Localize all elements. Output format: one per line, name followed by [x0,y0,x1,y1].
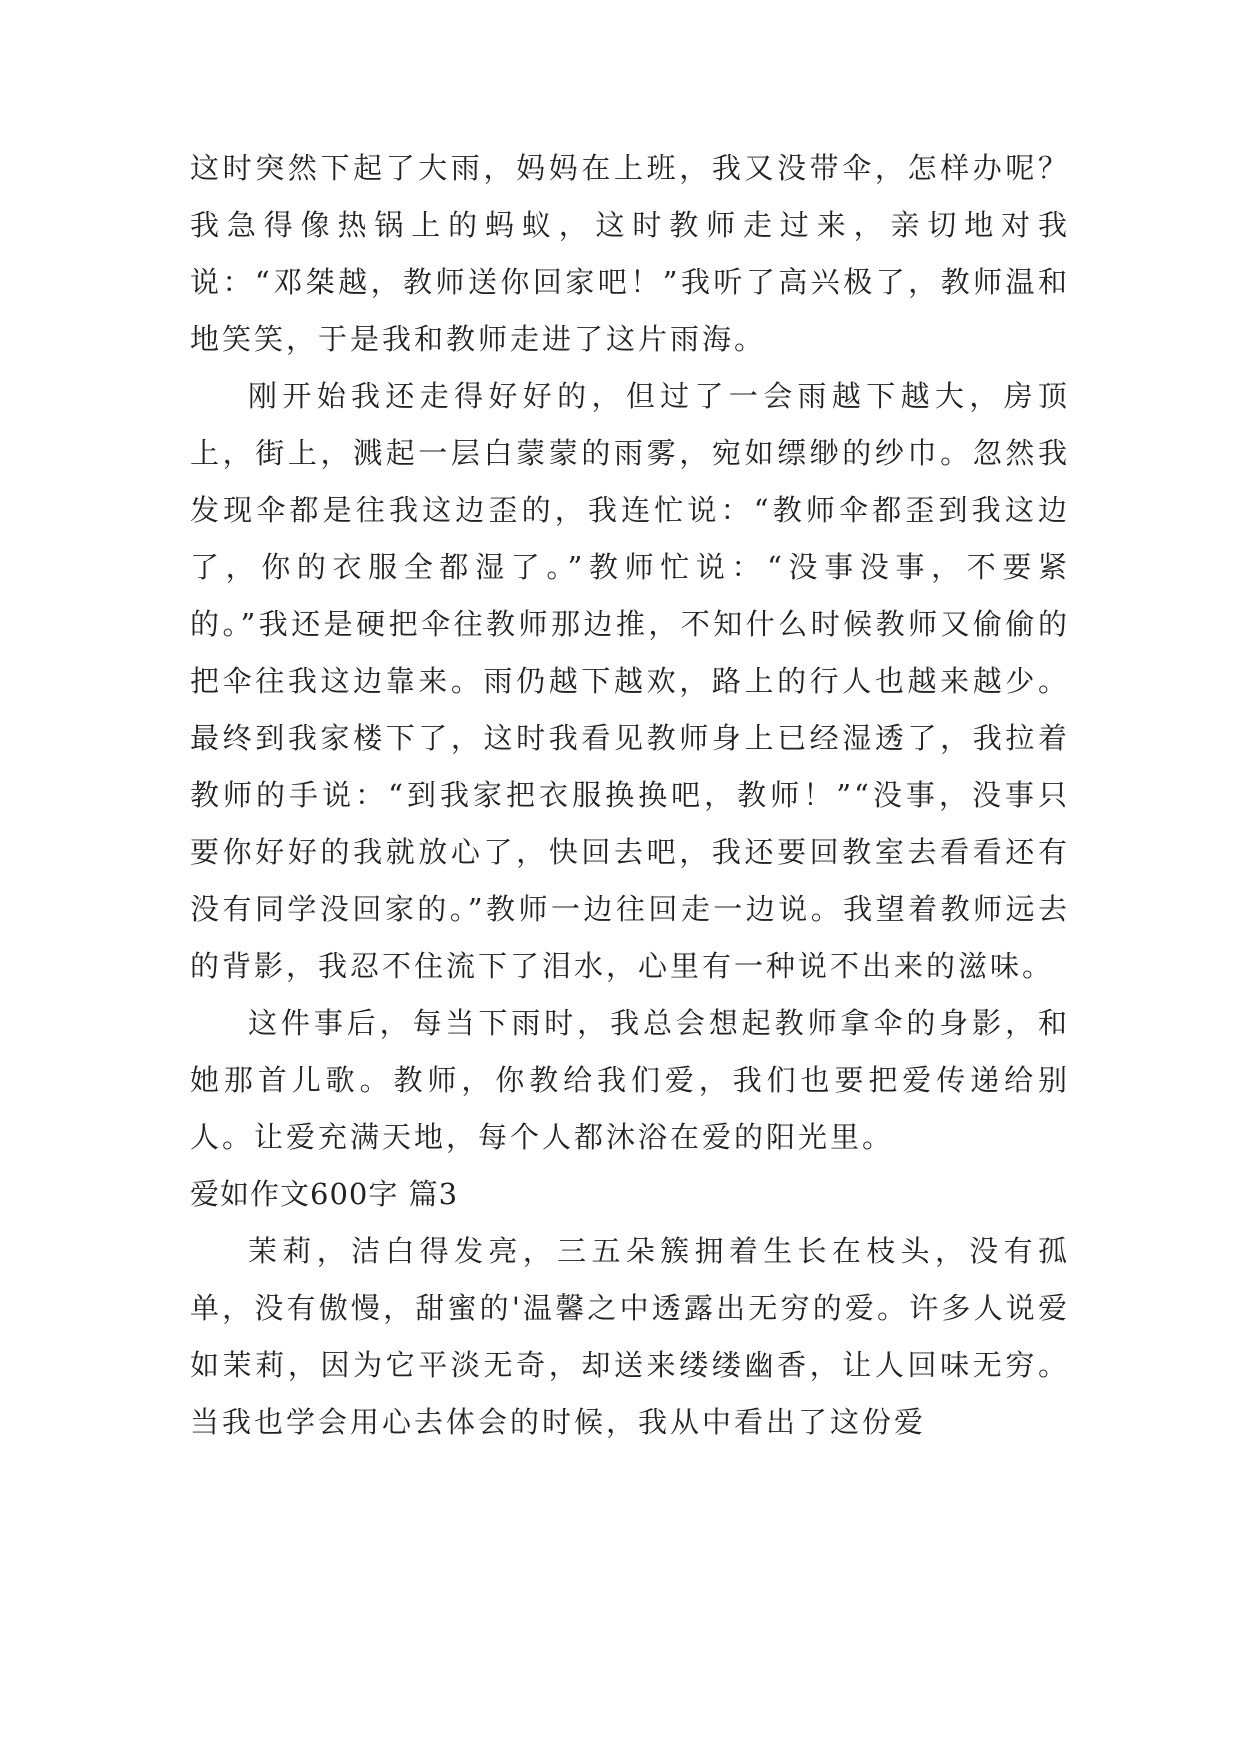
document-page [190,140,1070,1451]
paragraph-rain-start: 这时突然下起了大雨，妈妈在上班，我又没带伞，怎样办呢？我急得像热锅上的蚂蚁，这时教师走过来，亲切地对我说：“邓桀越，教师送你回家吧！”我听了高兴极了，教师温和地笑笑，于是我和教师走进了这片雨海。 [190,151,1070,356]
paragraph-jasmine: 茉莉，洁白得发亮，三五朵簇拥着生长在枝头，没有孤单，没有傲慢，甜蜜的'温馨之中透露出无穷的爱。许多人说爱如茉莉，因为它平淡无奇，却送来缕缕幽香，让人回味无穷。当我也学会用心去体会的时候，我从中看出了这份爱 [190,1234,1070,1439]
section-heading: 爱如作文600字 篇3 [190,1177,459,1211]
paragraph-umbrella: 刚开始我还走得好好的，但过了一会雨越下越大，房顶上，街上，溅起一层白蒙蒙的雨雾，宛如缥缈的纱巾。忽然我发现伞都是往我这边歪的，我连忙说：“教师伞都歪到我这边了，你的衣服全都湿了。”教师忙说：“没事没事，不要紧的。”我还是硬把伞往教师那边推，不知什么时候教师又偷偷的把伞往我这边靠来。雨仍越下越欢，路上的行人也越来越少。最终到我家楼下了，这时我看见教师身上已经湿透了，我拉着教师的手说：“到我家把衣服换换吧，教师！”“没事，没事只要你好好的我就放心了，快回去吧，我还要回教室去看看还有没有同学没回家的。”教师一边往回走一边说。我望着教师远去的背影，我忍不住流下了泪水，心里有一种说不出来的滋味。 [190,379,1070,983]
paragraph-after: 这件事后，每当下雨时，我总会想起教师拿伞的身影，和她那首儿歌。教师，你教给我们爱，我们也要把爱传递给别人。让爱充满天地，每个人都沐浴在爱的阳光里。 [190,1006,1070,1154]
